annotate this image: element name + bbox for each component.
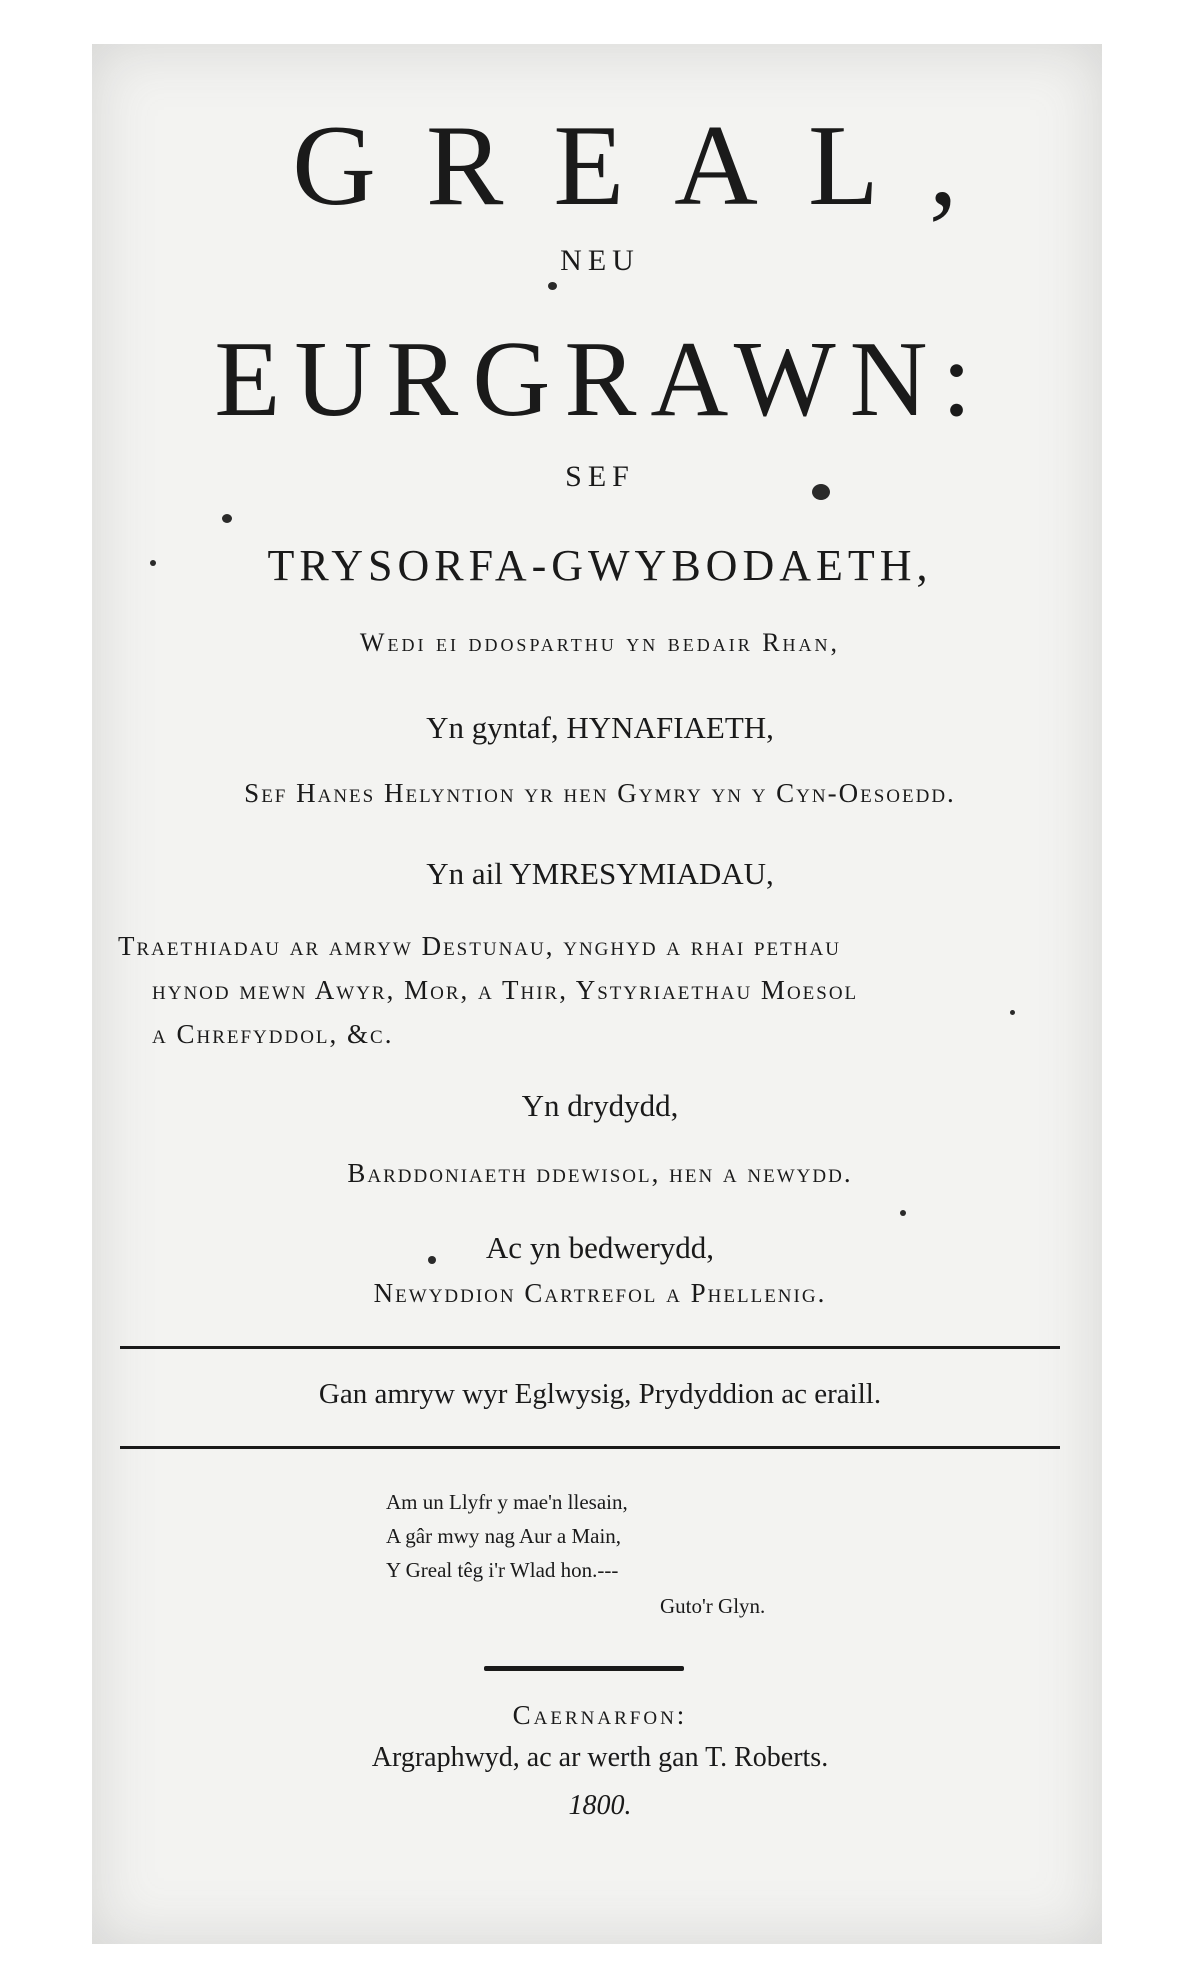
- authors-statement: Gan amryw wyr Eglwysig, Prydyddion ac eraill.: [318, 1378, 882, 1410]
- part-two-heading: Yn ail YMRESYMIADAU,: [426, 856, 774, 891]
- title-neu: NEU: [560, 244, 640, 277]
- part-four-heading: Ac yn bedwerydd,: [485, 1230, 715, 1265]
- part-three-description: Barddoniaeth ddewisol, hen a newydd.: [347, 1158, 853, 1188]
- divider-rule-bottom: [120, 1446, 1060, 1449]
- epigraph-line: Am un Llyfr y mae'n llesain,: [386, 1490, 628, 1514]
- imprint-year: 1800.: [568, 1790, 632, 1821]
- imprint-place: Caernarfon:: [512, 1700, 688, 1730]
- part-three-heading: Yn drydydd,: [521, 1088, 679, 1123]
- main-title: GREAL,: [292, 102, 1008, 230]
- title-sef: SEF: [565, 460, 635, 493]
- epigraph-attribution: Guto'r Glyn.: [660, 1594, 766, 1618]
- epigraph-line: A gâr mwy nag Aur a Main,: [386, 1524, 622, 1548]
- divider-rule-top: [120, 1346, 1060, 1349]
- part-two-description: [118, 924, 1078, 1056]
- ink-speck: [548, 282, 557, 290]
- part-one-heading: Yn gyntaf, HYNAFIAETH,: [426, 710, 774, 745]
- subtitle-eurgrawn: EURGRAWN:: [214, 320, 986, 439]
- epigraph-line: Y Greal têg i'r Wlad hon.---: [386, 1558, 619, 1582]
- division-statement: Wedi ei ddosparthu yn bedair Rhan,: [359, 628, 841, 657]
- ink-speck: [222, 514, 232, 523]
- imprint-printer: Argraphwyd, ac ar werth gan T. Roberts.: [371, 1742, 829, 1773]
- part-two-description-line: hynod mewn Awyr, Mor, a Thir, Ystyriaethau Moesol: [152, 975, 859, 1005]
- imprint-rule: [484, 1666, 684, 1671]
- subtitle-trysorfa: TRYSORFA-GWYBODAETH,: [267, 541, 933, 590]
- part-one-description: Sef Hanes Helyntion yr hen Gymry yn y Cyn-Oesoedd.: [244, 778, 956, 808]
- part-two-description-line: a Chrefyddol, &c.: [152, 1019, 394, 1049]
- part-two-description-line: Traethiadau ar amryw Destunau, ynghyd a rhai pethau: [118, 931, 841, 961]
- ink-speck: [900, 1210, 906, 1216]
- part-four-description: Newyddion Cartrefol a Phellenig.: [373, 1278, 827, 1308]
